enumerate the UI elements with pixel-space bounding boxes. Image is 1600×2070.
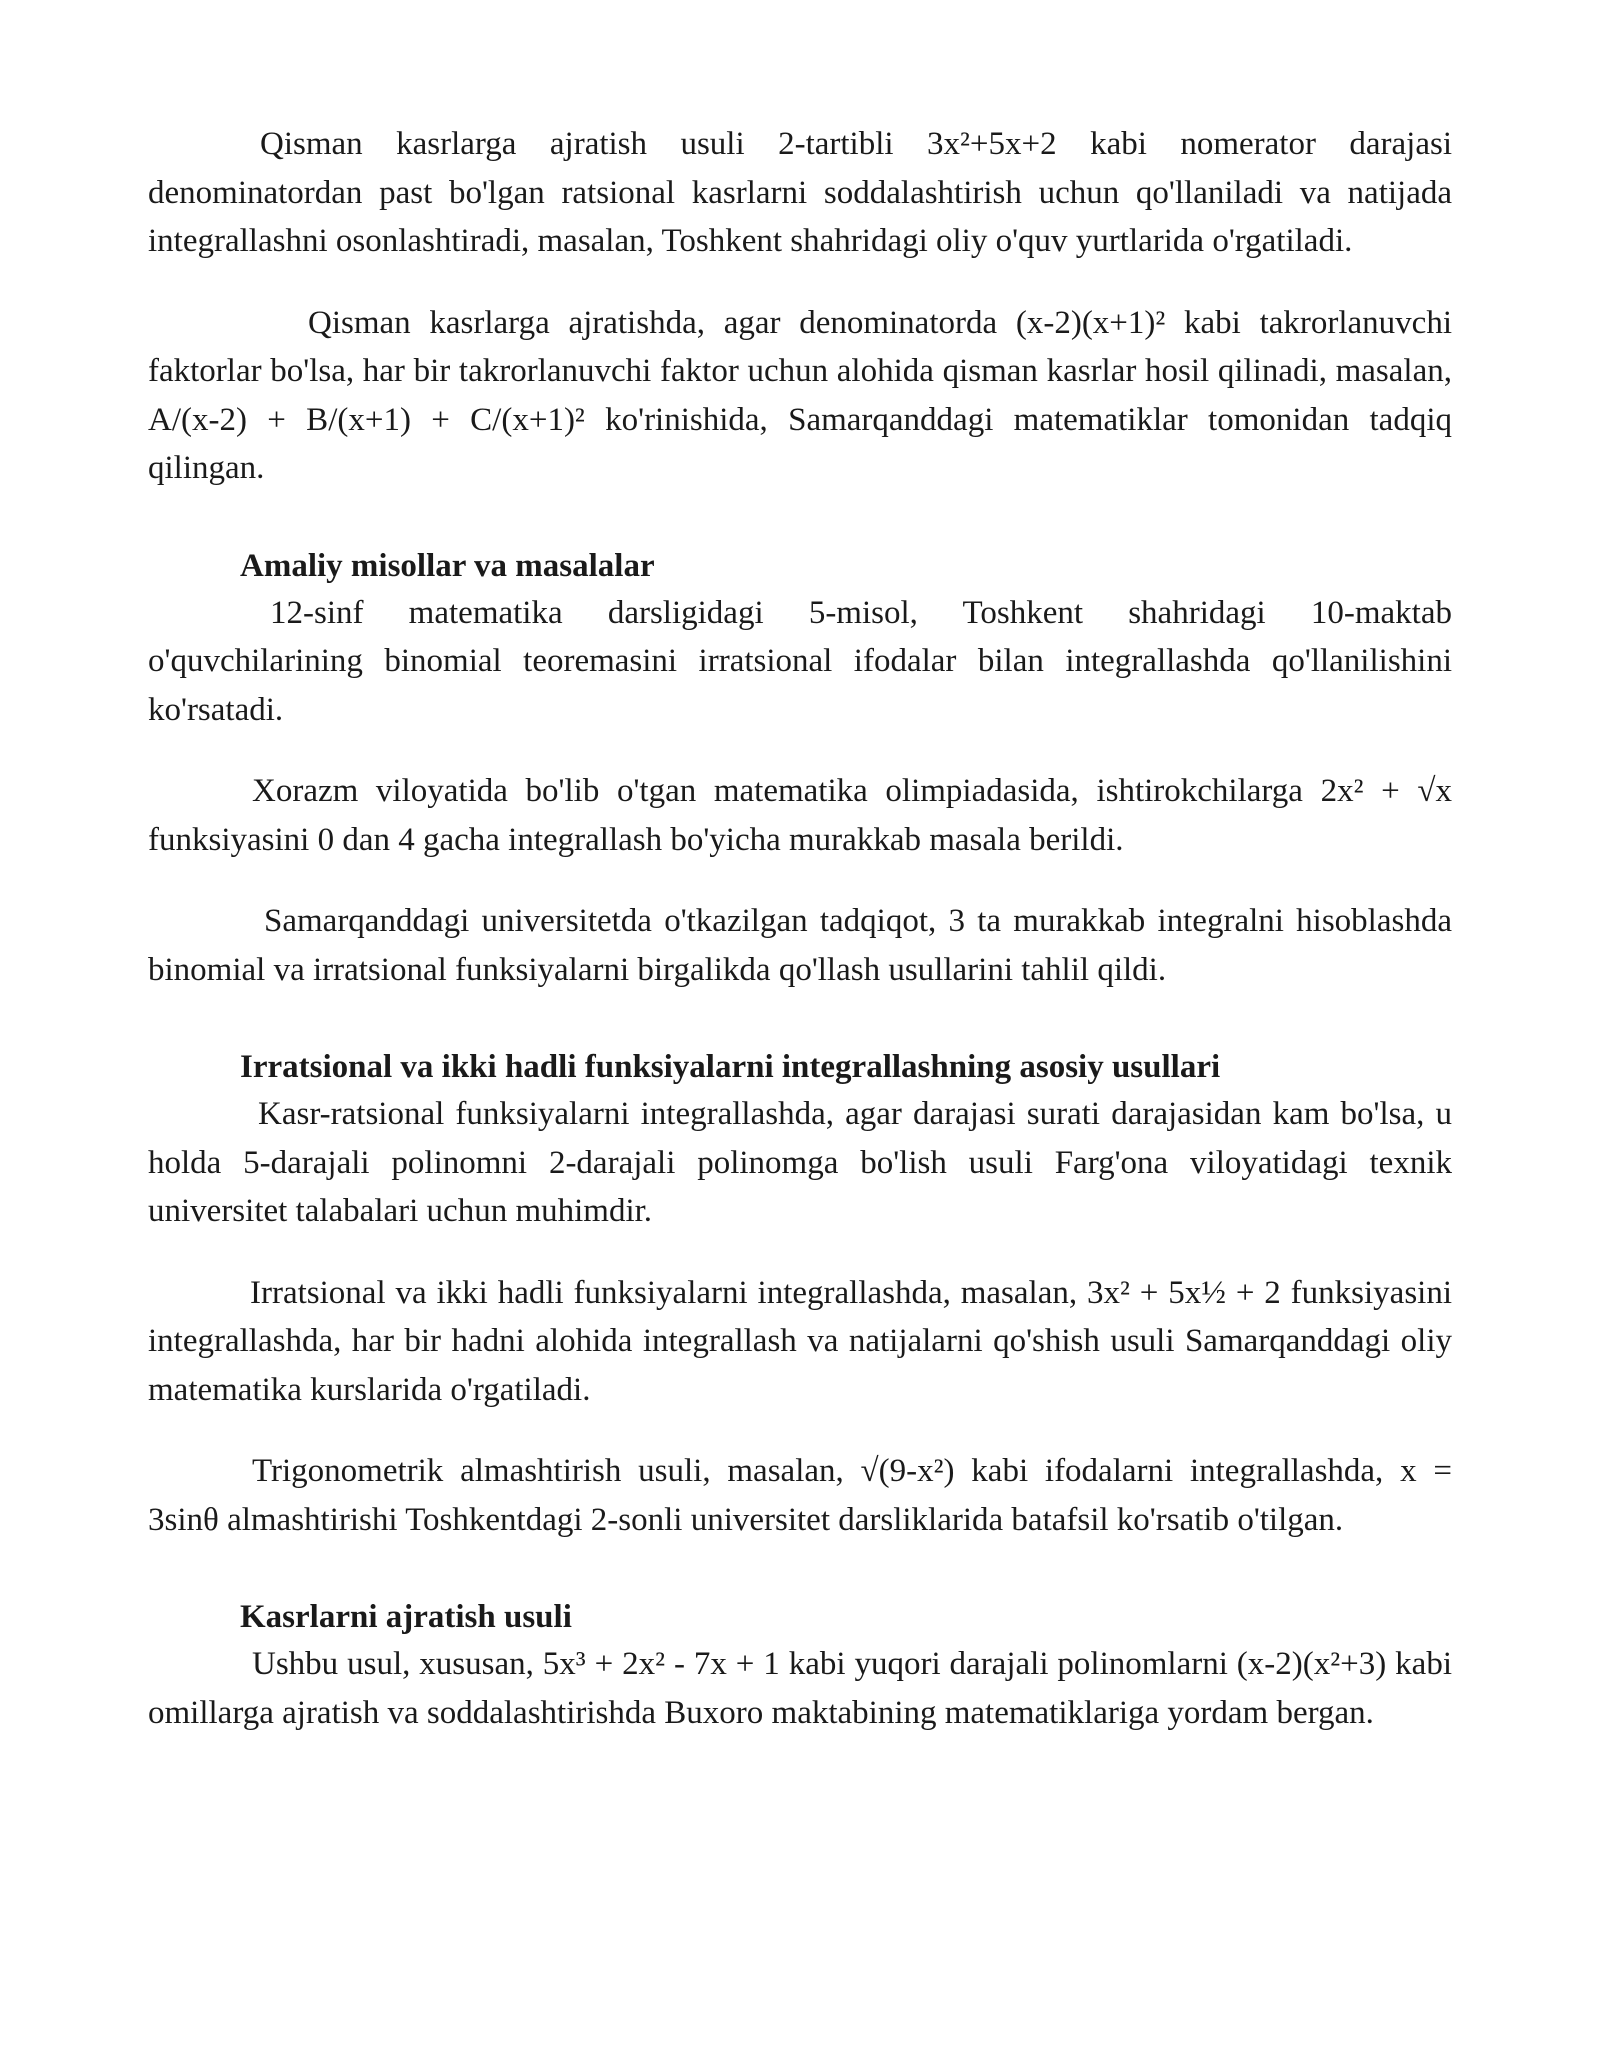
section-spacer [148, 1544, 1452, 1594]
paragraph-spacer [148, 266, 1452, 299]
paragraph-textbook-example: 12-sinf matematika darsligidagi 5-misol, Toshkent shahridagi 10-maktab o'quvchilarining binomial teoremasini irratsional ifodalar bilan integrallashda qo'llanilishini ko'rsatadi. [148, 594, 1452, 728]
paragraph-partial-fractions-intro: Qisman kasrlarga ajratish usuli 2-tartibli 3x²+5x+2 kabi nomerator darajasi denominatordan past bo'lgan ratsional kasrlarni soddalashtirish uchun qo'llaniladi va natijada integrallashni osonlashtiradi, masalan, Toshkent shahridagi oliy o'quv yurtlarida o'rgatiladi. [148, 126, 1452, 259]
paragraph-spacer [148, 1236, 1452, 1269]
paragraph-binomial-integration: Irratsional va ikki hadli funksiyalarni integrallashda, masalan, 3x² + 5x½ + 2 funksiyasini integrallashda, har bir hadni alohida integrallash va natijalarni qo'shish usuli Samarqanddagi oliy matematika kurslarida o'rgatiladi. [148, 1274, 1452, 1408]
paragraph-spacer [148, 864, 1452, 897]
section-heading-fraction-decomposition: Kasrlarni ajratish usuli [240, 1599, 572, 1635]
paragraph-university-research: Samarqanddagi universitetda o'tkazilgan tadqiqot, 3 ta murakkab integralni hisoblashda binomial va irratsional funksiyalarni birgalikda qo'llash usullarini tahlil qildi. [148, 903, 1452, 988]
paragraph-spacer [148, 734, 1452, 767]
paragraph-spacer [148, 1414, 1452, 1447]
section-heading-practical-examples: Amaliy misollar va masalalar [240, 547, 655, 584]
paragraph-rational-functions: Kasr-ratsional funksiyalarni integrallashda, agar darajasi surati darajasidan kam bo'lsa, u holda 5-darajali polinomni 2-darajali polinomga bo'lish usuli Farg'ona viloyatidagi texnik universitet talabalari uchun muhimdir. [148, 1096, 1452, 1229]
section-heading-main-methods: Irratsional va ikki hadli funksiyalarni integrallashning asosiy usullari [240, 1049, 1221, 1085]
paragraph-polynomial-factoring: Ushbu usul, xususan, 5x³ + 2x² - 7x + 1 kabi yuqori darajali polinomlarni (x-2)(x²+3) kabi omillarga ajratish va soddalashtirishda Buxoro maktabining matematiklariga yordam bergan. [148, 1646, 1452, 1731]
section-spacer [148, 493, 1452, 543]
paragraph-repeated-factors: Qisman kasrlarga ajratishda, agar denominatorda (x-2)(x+1)² kabi takrorlanuvchi faktorlar bo'lsa, har bir takrorlanuvchi faktor uchun alohida qisman kasrlar hosil qilinadi, masalan, A/(x-2) + B/(x+1) + C/(x+1)² ko'rinishida, Samarqanddagi matematiklar tomonidan tadqiq qilingan. [148, 304, 1452, 486]
section-spacer [148, 994, 1452, 1044]
document-page [148, 120, 1452, 1737]
paragraph-trig-substitution: Trigonometrik almashtirish usuli, masalan, √(9-x²) kabi ifodalarni integrallashda, x = 3sinθ almashtirishi Toshkentdagi 2-sonli universitet darsliklarida batafsil ko'rsatib o'tilgan. [148, 1453, 1452, 1538]
paragraph-olympiad: Xorazm viloyatida bo'lib o'tgan matematika olimpiadasida, ishtirokchilarga 2x² + √x funksiyasini 0 dan 4 gacha integrallash bo'yicha murakkab masala berildi. [148, 773, 1452, 858]
